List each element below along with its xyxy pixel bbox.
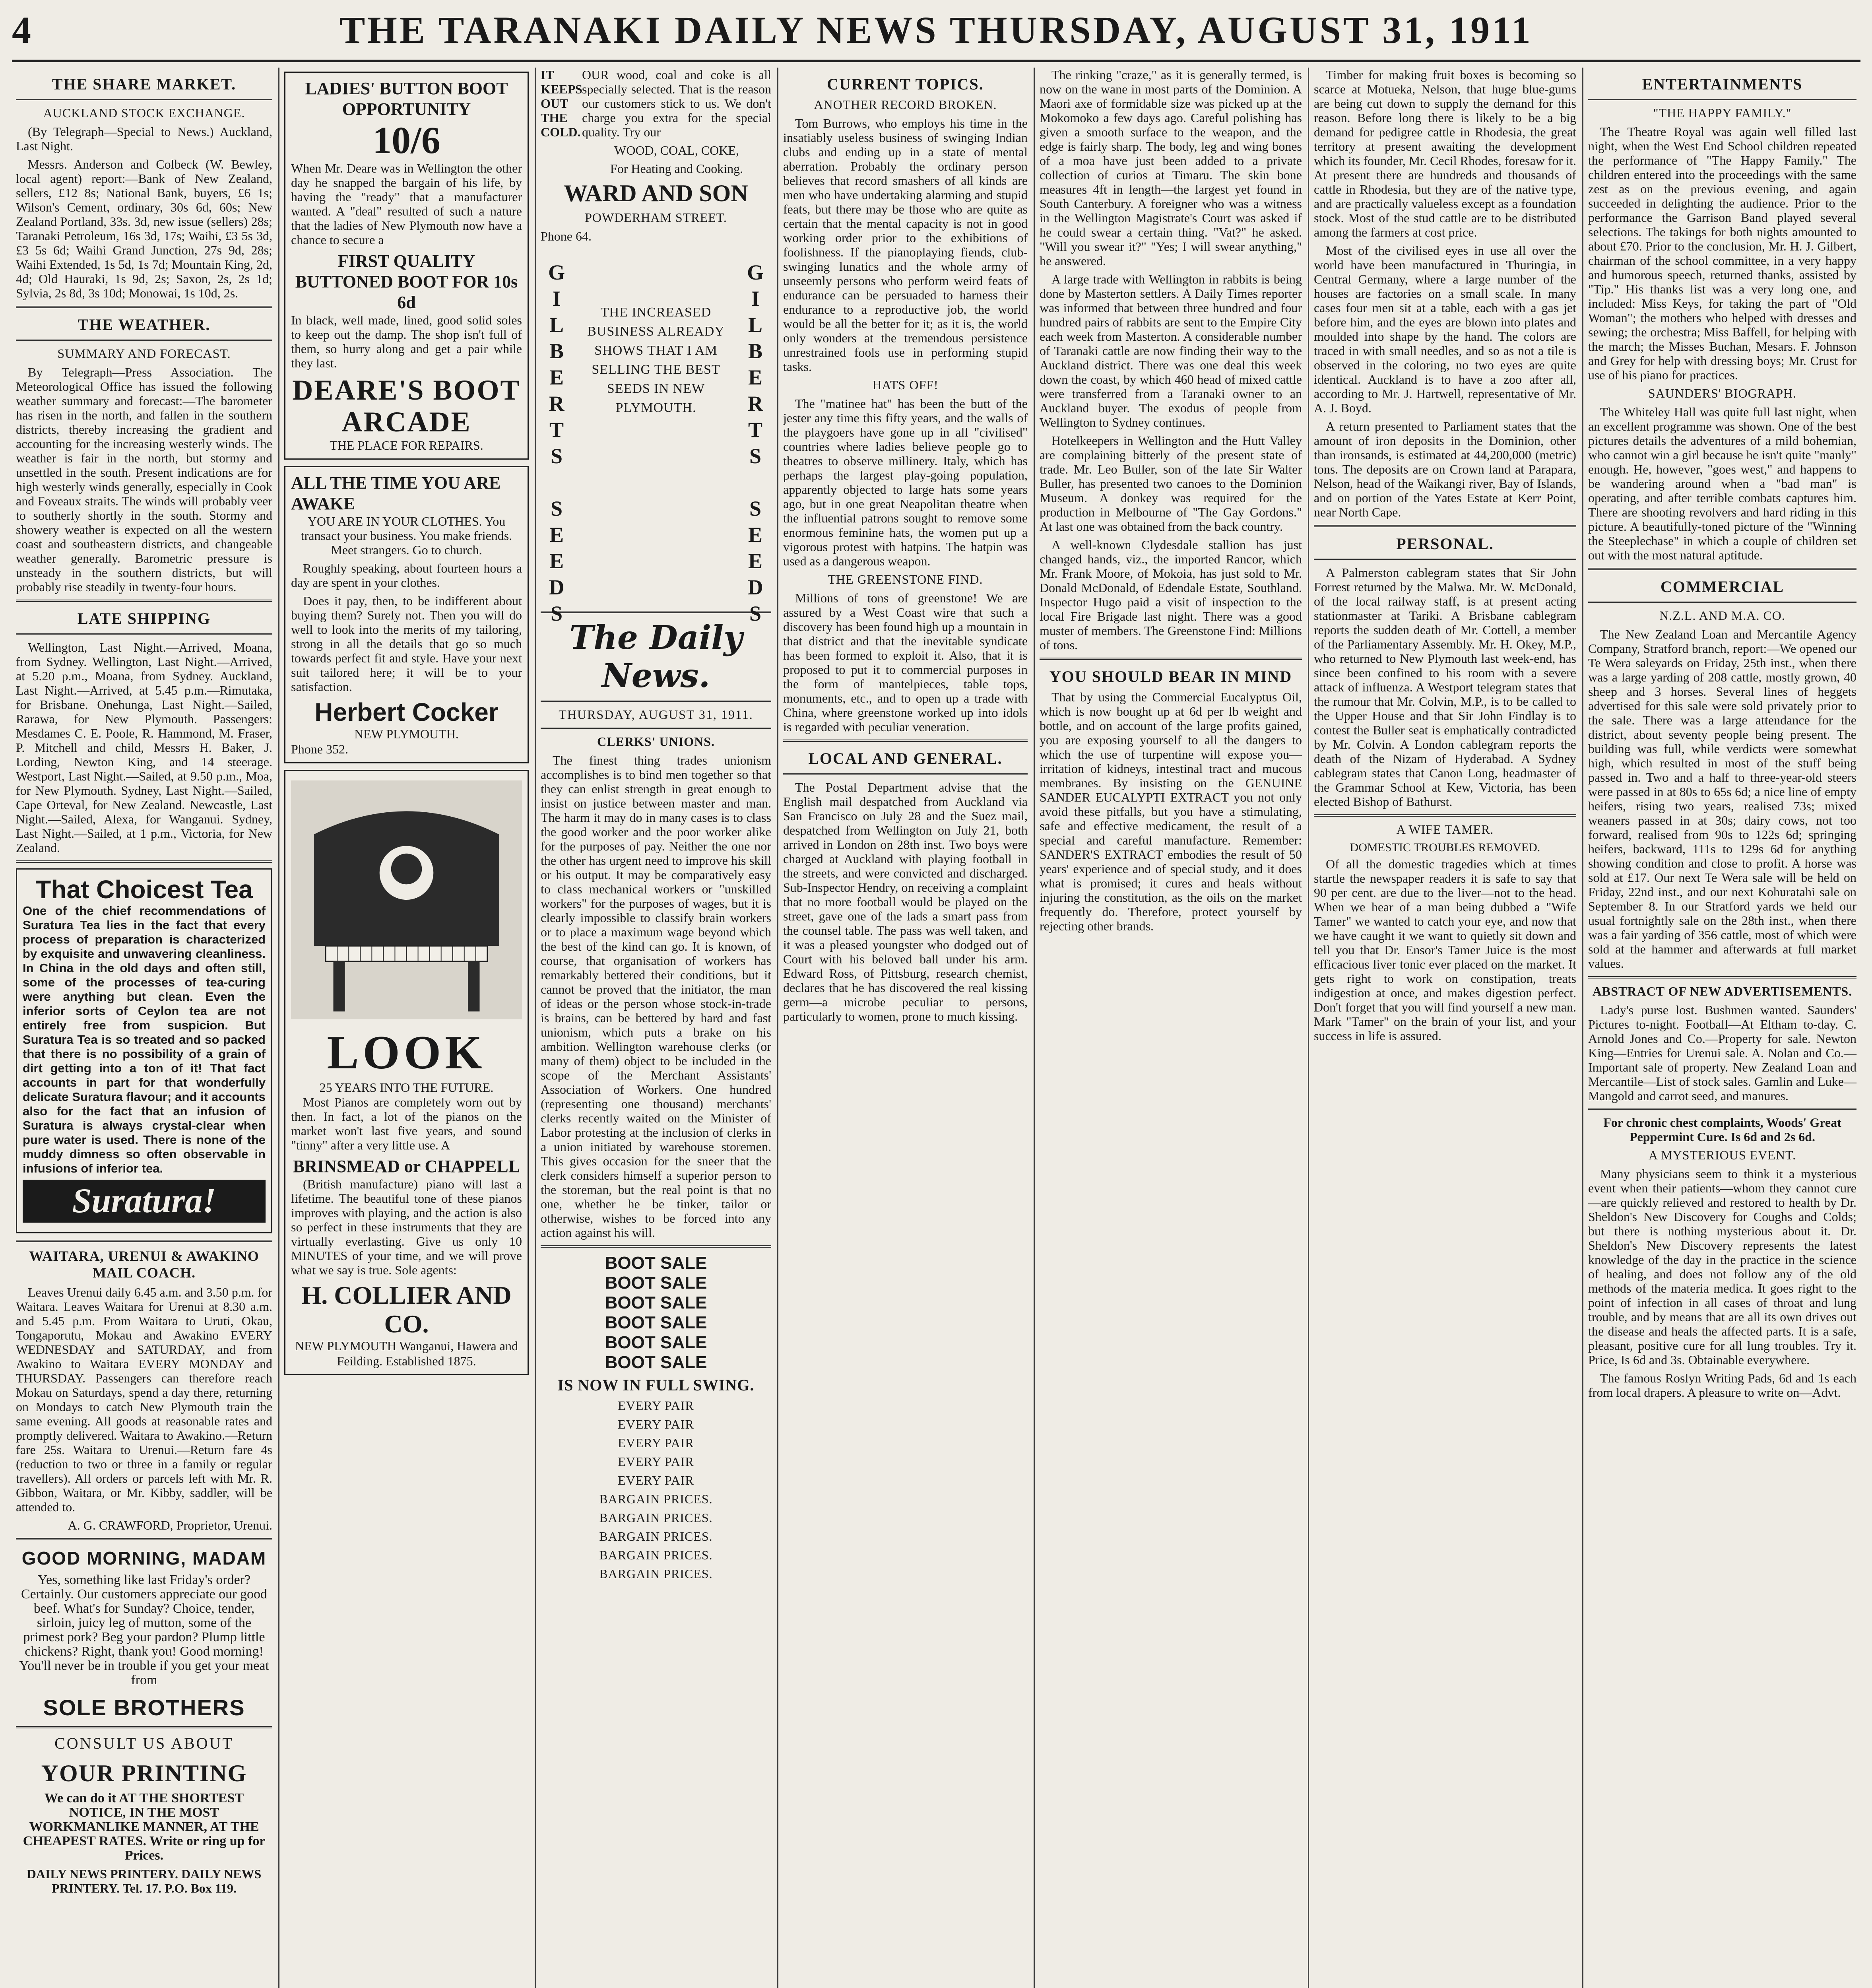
boot-sale-line: BOOT SALE — [605, 1253, 707, 1273]
herbert-cocker-name: Herbert Cocker — [314, 698, 499, 726]
wife-tamer-subheading: DOMESTIC TROUBLES REMOVED. — [1350, 841, 1540, 854]
piano-ad — [284, 770, 529, 1375]
personal-heading: PERSONAL. — [1396, 535, 1494, 553]
eucalypti-ad-text: That by using the Commercial Eucalyptus Oil, which is now bought up at 6d per lb weight and bottle, and on account of the large profits gained, you are exposing yourself to all the dangers to which the use of turpentine will expose you—irritation of kidneys, intestinal tract and mucous membranes. By insisting on the GENUINE SANDER EUCALYPTI EXTRACT you not only avoid these pitfalls, but you have a stimulating, safe and effective medicament, the result of a special and careful manufacture. Remember: SANDER'S EXTRACT embodies the result of 50 years' experience and of special study, and it does what is promised; it cures and heals without injuring the constitution, as the oils on the market frequently do. Therefore, protect yourself by rejecting other brands. — [1040, 690, 1302, 933]
collier-name: H. COLLIER AND CO. — [301, 1281, 512, 1338]
herbert-cocker-phone: Phone 352. — [291, 742, 348, 756]
aware-heading: ALL THE TIME YOU ARE AWAKE — [291, 473, 501, 513]
mysterious-event-heading: A MYSTERIOUS EVENT. — [1648, 1148, 1796, 1162]
tea-ad-heading: That Choicest Tea — [35, 875, 253, 904]
newspaper-title: THE TARANAKI DAILY NEWS THURSDAY, AUGUST 31, 1911 — [339, 9, 1533, 51]
saunders-biograph-article: The Whiteley Hall was quite full last night, when an excellent programme was shown. One of the best pictures details the adventures of a mild bohemian, who cannot win a girl because he isn't quite "manly" enough. He, however, "goes west," and happens to be wandering around when a "bad man" is operating, and after terrible combats captures him. There are shooting revolvers and hard riding in this picture. A beautifully-toned picture of the "Winning the Steeplechase" in which a couple of children set out with the most natural aptitude. — [1588, 405, 1856, 562]
column-divider — [1034, 68, 1035, 1988]
roslyn-pads-ad: The famous Roslyn Writing Pads, 6d and 1s each from local drapers. A pleasure to write on—Advt. — [1588, 1371, 1856, 1400]
stock-exchange-subheading: AUCKLAND STOCK EXCHANGE. — [43, 106, 245, 120]
daily-news-logo: The Daily News. — [569, 619, 743, 695]
weather-heading: THE WEATHER. — [78, 316, 211, 334]
aware-text: YOU ARE IN YOUR CLOTHES. You transact your business. You make friends. Meet strangers. Go to church. — [301, 514, 512, 557]
good-morning-heading: GOOD MORNING, MADAM — [21, 1548, 267, 1569]
ward-ad — [541, 68, 771, 180]
chronic-chest-ad: For chronic chest complaints, Woods' Great Peppermint Cure. Is 6d and 2s 6d. — [1603, 1115, 1841, 1144]
clerks-unions-article: The finest thing trades unionism accomplishes is to bind men together so that they can enlist strength in great enough to insist on justice between master and man. The harm it may do in many cases is to class the good worker and the poor worker alike for the purposes of pay. Neither the one nor the other has urgent need to improve his skill or his output. It may be comparatively easy to class mechanical workers or "unskilled workers" for the purposes of wages, but it is clearly impossible to classify brain workers or to place a maximum wage beyond which the best of the kind can go. It is known, of course, that organisation of workers has remarkably bettered their conditions, but it cannot be proved that the initiator, the man of ideas or the person whose stock-in-trade is brains, can be bettered by hard and fast unionism, which puts a brake on his ambition. Wellington warehouse clerks (or many of them) object to be included in the scope of the Merchant Assistants' Association of Workers. One hundred (representing one thousand) merchants' clerks recently waited on the Minister of Labor protesting at the inclusion of clerks in a union initiated by warehouse storemen. This gives occasion for the sneer that the clerk considers himself a superior person to the storeman, but the real point is that no one, whether he be tinker, tailor or otherwise, wishes to be forced into any action against his will. — [541, 753, 771, 1240]
printing-consult: CONSULT US ABOUT — [54, 1734, 234, 1752]
column-2 — [280, 68, 533, 1988]
column-divider — [1308, 68, 1309, 1988]
every-pair-line: EVERY PAIR — [618, 1454, 694, 1469]
boot-sale-ad — [541, 1253, 771, 1581]
abstract-heading: ABSTRACT OF NEW ADVERTISEMENTS. — [1592, 984, 1853, 998]
local-general-heading: LOCAL AND GENERAL. — [808, 749, 1003, 767]
ladies-boot-price: 10/6 — [372, 119, 440, 161]
happy-family-article: The Theatre Royal was again well filled last night, when the West End School children repeated the performance of "The Happy Family." The children entered into the proceedings with the same zest as on the previous evening, and again succeeded in delighting the audience. Prior to the performance the Garrison Band played several selections. The takings for both nights amounted to about £70. Prior to the conclusion, Mr. H. J. Gilbert, chairman of the school committee, in a very happy and humorous speech, returned thanks, assisted by "Tip." His thanks list was a very long one, and included: Miss Keys, for taking the part of "Old Woman"; the mothers who helped with dresses and sewing; the orchestra; Miss Baffell, for helping with the march; the Misses Buchan, Mesars. F. Johnson and Grey for help with dressing boys; Mr. Crust for use of his piano for practices. — [1588, 124, 1856, 382]
column-divider — [777, 68, 778, 1988]
full-swing-text: IS NOW IN FULL SWING. — [557, 1376, 755, 1394]
column-3 — [537, 68, 775, 1988]
late-shipping-heading: LATE SHIPPING — [77, 610, 211, 627]
aware-text-3: Does it pay, then, to be indifferent about buying them? Surely not. Then you will do well to look into the merits of my tailoring, strong in all the details that go so much towards perfect fit and style. Have your next suit tailored here; it will be to your satisfaction. — [291, 594, 522, 694]
sole-brothers-name: SOLE BROTHERS — [43, 1695, 245, 1720]
suratura-logo: Suratura! — [72, 1182, 216, 1220]
entertainments-heading: ENTERTAINMENTS — [1642, 75, 1803, 93]
column-divider — [278, 68, 279, 1988]
column-5 — [1036, 68, 1306, 1988]
tailor-ad — [284, 466, 529, 763]
masthead — [12, 8, 1860, 62]
collier-towns: NEW PLYMOUTH Wanganui, Hawera and Feilding. Established 1875. — [295, 1339, 518, 1368]
gilberts-left-column: G I L B E R T S S E E D S — [548, 260, 565, 625]
late-shipping-report: Wellington, Last Night.—Arrived, Moana, from Sydney. Wellington, Last Night.—Arrived, at 5.20 p.m., Moana, from Sydney. Auckland, Last Night.—Arrived, at 5.45 p.m.—Rimutaka, for Brisbane. Onehunga, Last Night.—Sailed, Rarawa, for New Plymouth. Passengers: Mesdames C. E. Poole, R. Hammond, M. Fraser, P. Mitchell and child, Messrs H. Baker, J. Lording, Newton King, and 14 steerage. Westport, Last Night.—Sailed, at 9.50 p.m., Moa, for New Plymouth. Sydney, Last Night.—Sailed, Cape Orteval, for New Zealand. Newcastle, Last Night.—Sailed, Alexa, for Wanganui. Sydney, Last Night.—Sailed, at 1 p.m., Victoria, for New Zealand. — [16, 640, 272, 855]
ladies-boot-heading: LADIES' BUTTON BOOT OPPORTUNITY — [305, 79, 508, 119]
piano-illustration — [291, 777, 522, 1023]
column-divider — [1582, 68, 1583, 1988]
ward-phone: Phone 64. — [541, 229, 592, 243]
piano-text-2: (British manufacture) piano will last a lifetime. The beautiful tone of these pianos improves with playing, and the action is also so perfect in these instruments that they are virtually everlasting. Give us only 10 MINUTES of your time, and we will prove what we say is true. Sole agents: — [291, 1177, 522, 1277]
ladies-boot-text-2: In black, well made, lined, good solid soles to keep out the damp. The shop isn't full of them, so hurry along and get a pair while they last. — [291, 313, 522, 370]
wife-tamer-ad-text: Of all the domestic tragedies which at times startle the newspaper readers it is safe to say that 90 per cent. are due to the liver—not to the head. When we hear of a man being dubbed a "Wife Tamer" we wanted to catch your eye, and now that we have caught it we want to quietly sit down and tell you that Dr. Ensor's Tamer Juice is the most efficacious liver tonic ever placed on the market. It gets right to work on constipation, treats indigestion at once, and makes digestion perfect. Don't forget that you will find yourself a new man. Mark "Tamer" on the brain of your list, and your success in life is assured. — [1314, 857, 1576, 1043]
local-general-article: The Postal Department advise that the English mail despatched from Auckland via San Francisco on July 28 and the Suez mail, despatched from Wellington on July 21, both arrived in London on 28th inst. Two boys were charged at Auckland with playing football in the streets, and were convicted and discharged. Sub-Inspector Hendry, on receiving a complaint that no more football would be played on the street, gave one of the lads a smart pass from the counsel table. The pass was well taken, and it was a pleased youngster who dodged out of Court with his beloved ball under his arm. Edward Ross, of Pittsburg, research chemist, declares that he has discovered the real kissing germ—a microbe peculiar to persons, particularly to women, prone to much kissing. — [783, 780, 1028, 1023]
boot-sale-line: BOOT SALE — [605, 1293, 707, 1312]
ward-products: WOOD, COAL, COKE, — [614, 143, 739, 157]
look-subheading: 25 YEARS INTO THE FUTURE. — [319, 1080, 494, 1095]
share-dateline: (By Telegraph—Special to News.) Auckland, Last Night. — [16, 124, 272, 153]
deares-boot-arcade: DEARE'S BOOT ARCADE — [292, 374, 521, 438]
printing-footer: DAILY NEWS PRINTERY. DAILY NEWS PRINTERY. Tel. 17. P.O. Box 119. — [27, 1867, 262, 1895]
commercial-heading: COMMERCIAL — [1660, 578, 1785, 596]
news-items-1: Timber for making fruit boxes is becoming so scarce at Motueka, Nelson, that huge blue-gums are being cut down to supply the demand for this reason. Before long there is likely to be a big demand for pedigree cattle in Rhodesia, the great territory at present awaiting the development which its founder, Mr. Cecil Rhodes, foresaw for it. At present there are hundreds and thousands of cattle in Rhodesia, but they are of the native type, and are practically valueless except as a foundation stock. Most of the stud cattle are to be distributed among the farmers at cost price. — [1314, 68, 1576, 239]
boot-sale-line: BOOT SALE — [605, 1333, 707, 1352]
mysterious-event-text: Many physicians seem to think it a mysterious event when their patients—whom they cannot cure—are quickly relieved and restored to health by Dr. Sheldon's New Discovery for Coughs and Colds; but there is nothing mysterious about it. Dr. Sheldon's New Discovery represents the latest knowledge of the day in the practice in the science of healing, and does not follow any of the old methods of the materia medica. It goes right to the point of infection in all cases of throat and lung trouble, and by means that are all its own drives out the disease and heals the affected parts. It is a safe, pleasant, positive cure for all lung troubles. Try it. Price, Is 6d and 3s. Obtainable everywhere. — [1588, 1167, 1856, 1367]
gilberts-right-column: G I L B E R T S S E E D S — [747, 260, 764, 625]
issue-date: THURSDAY, AUGUST 31, 1911. — [559, 707, 753, 722]
current-topics-heading: CURRENT TOPICS. — [827, 75, 984, 93]
personal-column: A Palmerston cablegram states that Sir John Forrest returned by the Malwa. Mr. W. McDonald, of the local railway staff, is at present acting stationmaster at Tariki. A Brisbane cablegram reports the sudden death of Mr. Cottell, a member of the Parliamentary Assembly. Mr. H. Okey, M.P., who returned to New Plymouth last week-end, has since been confined to his room with a severe attack of influenza. A Westport telegram states that the rumour that Mr. Colvin, M.P., is to be called to the Upper House and that Sir John Findlay is to contest the Buller seat is emphatically contradicted by Mr. Colvin. A London cablegram reports the death of the Nizam of Hyderabad. A Sydney cablegram states that Canon Long, headmaster of the Grammar School at Kew, Victoria, has been elected Bishop of Bathurst. — [1314, 565, 1576, 809]
tea-ad-text: One of the chief recommendations of Suratura Tea lies in the fact that every process of preparation is characterized by exquisite and unwavering cleanliness. In China in the old days and often still, some of the processes of tea-curing were anything but clean. Even the inferior sorts of Ceylon tea are not entirely free from suspicion. But Suratura Tea is so treated and so packed that there is no possibility of a grain of dirt getting into a ton of it! That fact accounts in part for that wonderfully delicate Suratura flavour; and it accounts also for the fact that an infusion of Suratura is always crystal-clear when pure water is used. There is none of the muddy dimness so often observable in infusions of inferior tea. — [23, 904, 266, 1175]
bear-in-mind-heading: YOU SHOULD BEAR IN MIND — [1049, 668, 1292, 685]
boot-sale-line: BOOT SALE — [605, 1313, 707, 1332]
nzl-heading: N.Z.L. AND M.A. CO. — [1659, 608, 1785, 623]
bargain-prices-line: BARGAIN PRICES. — [599, 1529, 713, 1543]
aware-text-2: Roughly speaking, about fourteen hours a day are spent in your clothes. — [291, 561, 522, 590]
weather-report: By Telegraph—Press Association. The Meteorological Office has issued the following weather summary and forecast:—The barometer has risen in the north, and fallen in the southern districts, thereby increasing the gradient and accounting for the increasing westerly winds. The weather is fair in the north, but stormy and unsettled in the south. Present indications are for high westerly winds generally, especially in Cook and Foveaux straits. The winds will probably veer to southerly shortly in the south. Stormy and showery weather is expected on all the western coast and southeastern districts, and changeable weather generally. Barometric pressure is unsteady in the southern districts, but will probably rise steadily in twenty-four hours. — [16, 365, 272, 594]
greenstone-heading: THE GREENSTONE FIND. — [828, 572, 983, 586]
news-items-1: The rinking "craze," as it is generally termed, is now on the wane in most parts of the Dominion. A Maori axe of formidable size was picked up at the Mokomoko a few days ago. Careful polishing has given a smooth surface to the weapon, and the edge is fairly sharp. The body, leg and wing bones of a moa have just been added to a private collection of curios at Timaru. The skin bone measures 4ft in length—the largest yet found in South Canterbury. A foreigner who was a witness in the Wellington Magistrate's Court was asked if he could swear a certain thing. "Vat?" he asked. "Will you swear it?" "Yes; I will swear anything," he answered. — [1040, 68, 1302, 268]
share-market-heading: THE SHARE MARKET. — [52, 75, 237, 93]
page-number: 4 — [12, 9, 31, 51]
keeps-out-cold: IT KEEPS OUT THE COLD. — [541, 68, 582, 139]
saunders-biograph-heading: SAUNDERS' BIOGRAPH. — [1648, 386, 1797, 400]
deares-boot-ad — [284, 72, 529, 460]
news-items-2: Most of the civilised eyes in use all over the world have been manufactured in Thuringia, in Central Germany, where a large number of the houses are factories on a small scale. In many cases four men sit at a table, each with a gas jet before him, and the eyes are blown into plates and moulded into shape by the hand. The colors are traced in with small needles, and so as not a tile is observed in the coloring, no two eyes are quite identical. Auckland is to have a zoo after all, according to Mr. J. Hartwell, representative of Mr. A. J. Boyd. — [1314, 243, 1576, 415]
happy-family-heading: "THE HAPPY FAMILY." — [1653, 106, 1792, 120]
repairs-tagline: THE PLACE FOR REPAIRS. — [330, 438, 483, 452]
news-items-4: A well-known Clydesdale stallion has just changed hands, viz., the imported Rancor, which Mr. Frank Moore, of Mokoia, has just sold to Mr. Donald McDonald, of Edendale Estate, Southland. Inspector Hugo paid a visit of inspection to the local Fire Brigade last night. There was a good muster of members. The Greenstone Find: Millions of tons. — [1040, 538, 1302, 652]
bargain-prices-line: BARGAIN PRICES. — [599, 1510, 713, 1525]
suratura-tea-ad — [16, 868, 272, 1233]
news-items-2: A large trade with Wellington in rabbits is being done by Masterton settlers. A Daily Times reporter was informed that between three hundred and four hundred pairs of rabbits are sent to the Empire City each week from Masterton. A considerable number of Taranaki cattle are now finding their way to the Auckland district. There was one deal this week down the coast, by which 460 head of mixed cattle were transferred from a Taranaki owner to an Auckland buyer. The exodus of people from Wellington to Sydney continues. — [1040, 272, 1302, 429]
mail-coach-text: Leaves Urenui daily 6.45 a.m. and 3.50 p.m. for Waitara. Leaves Waitara for Urenui at 8.30 a.m. and 5.45 p.m. From Waitara to Uruti, Okau, Tongaporutu, Mokau and Awakino EVERY WEDNESDAY and SATURDAY, and from Awakino to Waitara EVERY MONDAY and THURSDAY. Passengers can therefore reach Mokau on Saturdays, spend a day there, returning on Mondays to catch New Plymouth train the same evening. All goods at reasonable rates and promptly delivered. Waitara to Awakino.—Return fare 25s. Waitara to Urenui.—Return fare 4s (reduction to two or three in a family or regular travellers). All orders or parcels left with Mr. R. Gibbon, Waitara, or Mr. Kibby, saddler, will be attended to. — [16, 1285, 272, 1514]
hats-off-article: The "matinee hat" has been the butt of the jester any time this fifty years, and the walls of the playgoers have gone up in all "civilised" countries where ladies believe people go to theatres to observe millinery. Italy, which has perhaps the largest play-going population, apparently objected to large hats some years ago, but in one great Neapolitan theatre when the influential patrons sought to remove some enormous feminine hats, the women put up a vigorous protest with hatpins. The hatpin was used as a dangerous weapon. — [783, 396, 1028, 568]
column-4 — [779, 68, 1032, 1988]
boot-sale-line: BOOT SALE — [605, 1273, 707, 1293]
record-broken-article: Tom Burrows, who employs his time in the insatiably useless business of swinging Indian clubs and ending up in a state of mental aberration. Probably the ordinary person believes that record smashers of all kinds are men who have undertaking alarming and stupid feats, but there may be those who are quite as certain that the mental capacity is not in good working order prior to the exhibitions of foolishness. If the pianoplaying fiends, club-swinging lunatics and the whole army of unseemly persons who perform weird feats of endurance can be persuaded to harness their endurance to a reproductive job, the world would be all the better for it; as it is, the world only wonders at the tremendous persistence unrestrained fools use in performing stupid tasks. — [783, 116, 1028, 374]
first-quality-heading: FIRST QUALITY BUTTONED BOOT FOR 10s 6d — [295, 251, 518, 312]
abstract-list: Lady's purse lost. Bushmen wanted. Saunders' Pictures to-night. Football—At Eltham to-day. C. Arnold Jones and Co.—Property for sale. Newton King—Entries for Urenui sale. A. Nolan and Co.—Important sale of property. New Zealand Loan and Mercantile—List of stock sales. Gamlin and Luke—Mangold and carrot seed, and manures. — [1588, 1003, 1856, 1103]
column-divider — [535, 68, 536, 1988]
mail-coach-proprietor: A. G. CRAWFORD, Proprietor, Urenui. — [68, 1518, 272, 1532]
ward-text: OUR wood, coal and coke is all specially selected. That is the reason our customers stick to us. We don't charge you extra for the special quality. Try our — [582, 68, 771, 139]
printing-heading: YOUR PRINTING — [41, 1760, 247, 1786]
news-items-3: Hotelkeepers in Wellington and the Hutt Valley are complaining bitterly of the present state of trade. Mr. Leo Buller, son of the late Sir Walter Buller, has presented two canoes to the Dominion Museum. A donkey was required for the production in Melbourne of "The Gay Gordons." At last one was obtained from the back country. — [1040, 433, 1302, 534]
suratura-logo-block — [23, 1180, 266, 1223]
ladies-boot-text: When Mr. Deare was in Wellington the other day he snapped the bargain of his life, by having the "ready" that a manufacturer wanted. A "deal" resulted of such a nature that the ladies of New Plymouth now have a chance to secure a — [291, 161, 522, 247]
news-items-3: A return presented to Parliament states that the amount of iron deposits in the Dominion, other than ironsands, is estimated at 44,200,000 (metric) tons. The deposits are on Crown land at Parapara, Nelson, head of the Waikangi river, Bay of Islands, and on portion of the Yates Estate at Kerr Point, near North Cape. — [1314, 419, 1576, 519]
share-market-report: Messrs. Anderson and Colbeck (W. Bewley, local agent) report:—Bank of New Zealand, sellers, £12 8s; National Bank, buyers, £6 1s; Wilson's Cement, ordinary, 30s 6d, 60s; New Zealand Portland, 33s. 3d, new issue (sellers) 28s; Taranaki Petroleum, 16s 3d, 17s; Waihi, £3 5s 3d, £3 5s 6d; Waihi Grand Junction, 27s 9d, 28s; Waihi Extended, 1s 5d, 1s 7d; Mountain King, 2d, 4d; Old Hauraki, 1s 9d, 2s; Saxon, 2s, 2s 1d; Sylvia, 2s 8d, 3s 10d; Monowai, 1s 10d, 2s. — [16, 157, 272, 300]
weather-subheading: SUMMARY AND FORECAST. — [57, 346, 231, 361]
ward-street: POWDERHAM STREET. — [585, 210, 727, 225]
ward-and-son-name: WARD AND SON — [564, 180, 748, 206]
gilberts-center-text: THE INCREASED BUSINESS ALREADY SHOWS THAT I AM SELLING THE BEST SEEDS IN NEW PLYMOUTH. — [587, 305, 725, 415]
record-broken-heading: ANOTHER RECORD BROKEN. — [814, 97, 997, 112]
every-pair-line: EVERY PAIR — [618, 1417, 694, 1431]
column-7 — [1584, 68, 1860, 1988]
bargain-prices-line: BARGAIN PRICES. — [599, 1548, 713, 1562]
greenstone-article: Millions of tons of greenstone! We are assured by a West Coast wire that such a discovery has been found high up a mountain in that district and that the inevitable syndicate has been formed to exploit it. Also, that it is proposed to put it to commercial purposes in the form of mantelpieces, table tops, monuments, etc., and to open up a trade with China, where greenstone worked up into idols is regarded with peculiar veneration. — [783, 591, 1028, 734]
gilberts-seeds-ad — [541, 247, 771, 625]
every-pair-line: EVERY PAIR — [618, 1436, 694, 1450]
printing-text: We can do it AT THE SHORTEST NOTICE, IN THE MOST WORKMANLIKE MANNER, AT THE CHEAPEST RATES. Write or ring up for Prices. — [23, 1791, 266, 1863]
piano-brands: BRINSMEAD or CHAPPELL — [293, 1157, 520, 1176]
nzl-report: The New Zealand Loan and Mercantile Agency Company, Stratford branch, report:—We opened our Te Wera saleyards on Friday, 25th inst., when there was a large yarding of 208 cattle, mostly grown, 40 sheep and 3 horses. Several lines of heggets advertised for this sale were sold privately prior to the sale. There was a large attendance for the district, about seventy people being present. The building was full, while verdicts were somewhat high, which resulted in most of the stuff being passed in. Two and a half to three-year-old steers were passed in at 80s to 65s 6d; a nice line of empty heifers, rising two years, realised 73s; mixed weaners passed in at 30s; dairy cows, not too forward, realised from 90s to 122s 6d; springing heifers, backward, 111s to 129s 6d for anything showing condition and close to profit. A horse was sold at £17. Our next Te Wera sale will be held on Friday, 22nd inst., and our next Kohuratahi sale on September 8. In our Stratford yards we held our usual fortnightly sale on the 28th inst., when there was a fair yarding of 356 cattle, most of which were sold at the hammer and afterwards at full market values. — [1588, 627, 1856, 971]
boot-sale-line: BOOT SALE — [605, 1353, 707, 1372]
mail-coach-heading: WAITARA, URENUI & AWAKINO MAIL COACH. — [29, 1248, 259, 1281]
every-pair-line: EVERY PAIR — [618, 1398, 694, 1413]
column-1 — [12, 68, 276, 1988]
piano-text: Most Pianos are completely worn out by then. In fact, a lot of the pianos on the market won't last five years, and sound "tinny" after a very little use. A — [291, 1095, 522, 1152]
hats-off-heading: HATS OFF! — [872, 378, 939, 392]
wife-tamer-heading: A WIFE TAMER. — [1396, 822, 1494, 837]
look-heading: LOOK — [327, 1026, 486, 1079]
bargain-prices-line: BARGAIN PRICES. — [599, 1492, 713, 1506]
good-morning-text: Yes, something like last Friday's order? Certainly. Our customers appreciate our good beef. What's for Sunday? Choice, tender, sirloin, juicy leg of mutton, some of the primest pork? Beg your pardon? Plump little chickens? Right, thank you! Good morning! You'll never be in trouble if you get your meat from — [19, 1573, 269, 1687]
herbert-cocker-town: NEW PLYMOUTH. — [354, 727, 459, 741]
every-pair-line: EVERY PAIR — [618, 1473, 694, 1487]
ward-text-2: For Heating and Cooking. — [610, 161, 743, 176]
bargain-prices-line: BARGAIN PRICES. — [599, 1567, 713, 1581]
clerks-unions-heading: CLERKS' UNIONS. — [597, 734, 715, 749]
column-6 — [1310, 68, 1580, 1988]
